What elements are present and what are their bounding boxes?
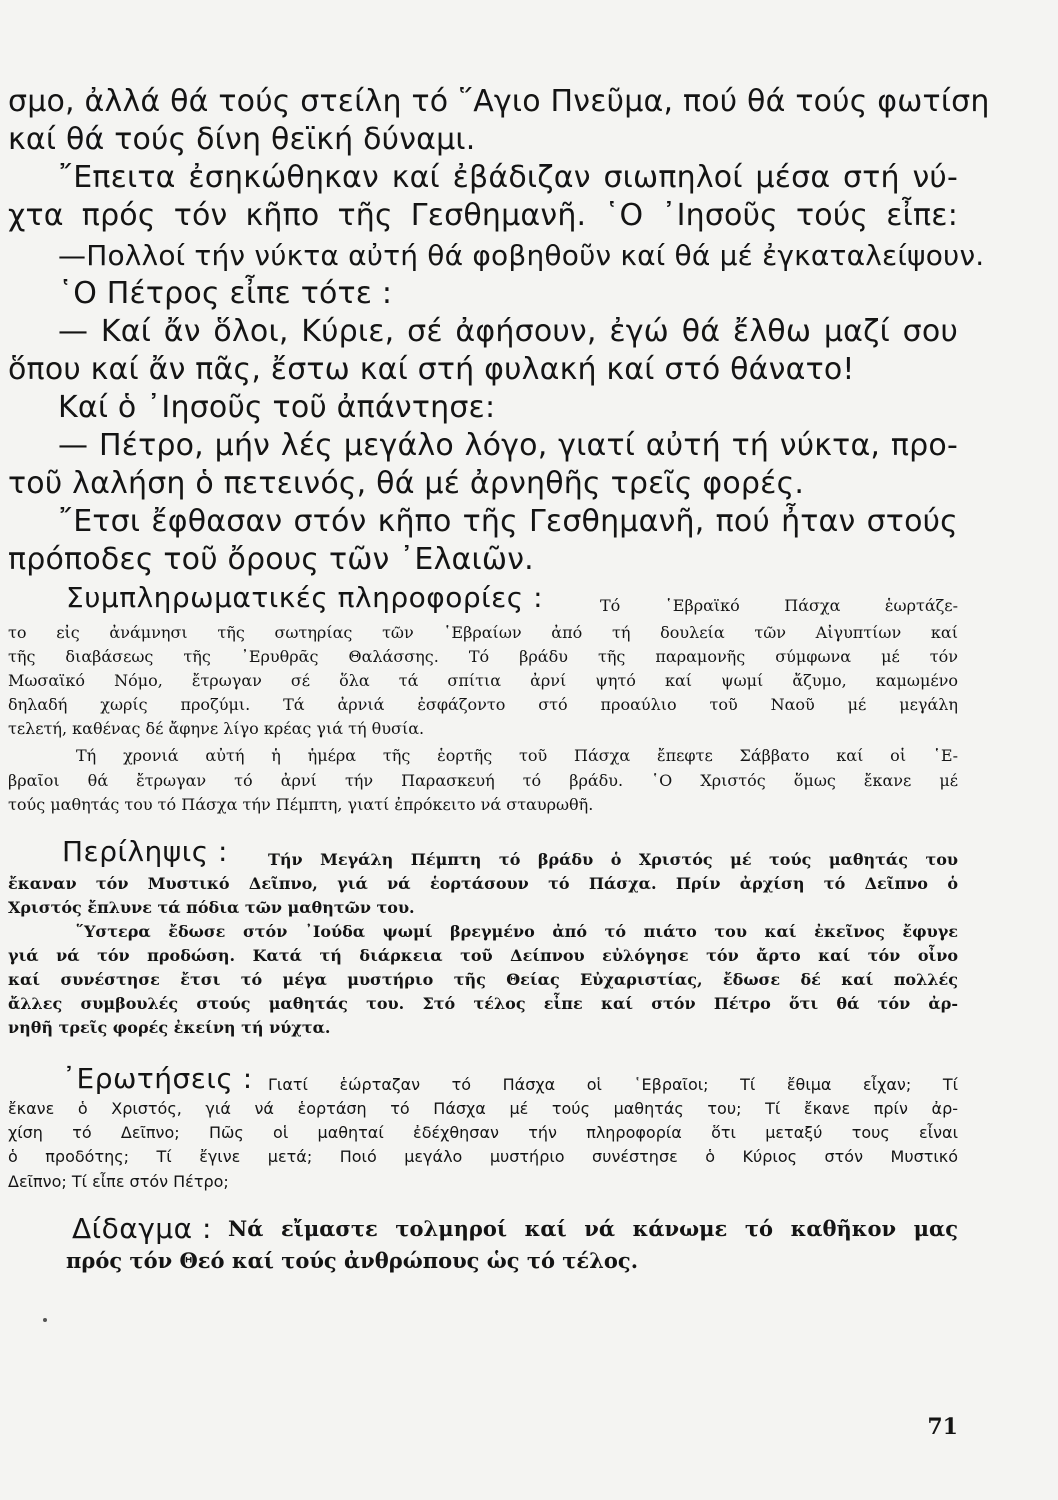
ink-speck	[43, 1318, 47, 1322]
story-line: — Πέτρο, μήν λές μεγάλο λόγο, γιατί αὐτή τή νύκτα, προ-	[58, 428, 958, 463]
story-line: Καί ὁ ᾿Ιησοῦς τοῦ ἀπάντησε:	[58, 390, 496, 425]
question-line: ὁ προδότης; Τί ἔγινε μετά; Ποιό μεγάλο μυστήριο συνέστησε ὁ Κύριος στόν Μυστικό	[8, 1147, 958, 1166]
page-number: 71	[927, 1414, 958, 1440]
questions-heading: ᾿Ερωτήσεις :	[62, 1062, 253, 1095]
summary-line: ῞Υστερα ἔδωσε στόν ᾿Ιούδα ψωμί βρεγμένο ἀπό τό πιάτο του καί ἐκεῖνος ἔφυγε	[76, 922, 958, 941]
lesson-line: πρός τόν Θεό καί τούς ἀνθρώπους ὡς τό τέλος.	[66, 1248, 639, 1273]
story-line: — Καί ἄν ὅλοι, Κύριε, σέ ἀφήσουν, ἐγώ θά ἔλθω μαζί σου	[58, 314, 958, 349]
question-line: Γιατί ἑώρταζαν τό Πάσχα οἱ ῾Εβραῖοι; Τί ἔθιμα εἶχαν; Τί	[268, 1075, 958, 1094]
info-line: βραῖοι θά ἔτρωγαν τό ἀρνί τήν Παρασκευή τό βράδυ. ῾Ο Χριστός ὅμως ἔκανε μέ	[8, 771, 958, 790]
info-line: τούς μαθητάς του τό Πάσχα τήν Πέμπτη, γιατί ἐπρόκειτο νά σταυρωθῆ.	[8, 795, 594, 814]
info-line: Τή χρονιά αὐτή ἡ ἡμέρα τῆς ἑορτῆς τοῦ Πάσχα ἔπεφτε Σάββατο καί οἱ ῾Ε-	[76, 746, 958, 765]
info-line: το εἰς ἀνάμνησι τῆς σωτηρίας τῶν ῾Εβραίων ἀπό τή δουλεία τῶν Αἰγυπτίων καί	[8, 623, 958, 642]
info-line: τελετή, καθένας δέ ἄφηνε λίγο κρέας γιά τή θυσία.	[8, 719, 425, 738]
story-line: τοῦ λαλήση ὁ πετεινός, θά μέ ἀρνηθῆς τρεῖς φορές.	[8, 466, 805, 501]
summary-line: καί συνέστησε ἔτσι τό μέγα μυστήριο τῆς Θείας Εὐχαριστίας, ἔδωσε δέ καί πολλές	[8, 970, 958, 989]
summary-line: γιά νά τόν προδώση. Κατά τή διάρκεια τοῦ Δείπνου εὐλόγησε τόν ἄρτο καί τόν οἶνο	[8, 946, 958, 965]
lesson-heading: Δίδαγμα :	[72, 1212, 212, 1245]
story-line: χτα πρός τόν κῆπο τῆς Γεσθημανῆ. ῾Ο ᾿Ιησοῦς τούς εἶπε:	[8, 198, 958, 233]
summary-line: νηθῆ τρεῖς φορές ἐκείνη τή νύχτα.	[8, 1018, 331, 1037]
story-line: ῎Επειτα ἐσηκώθηκαν καί ἐβάδιζαν σιωπηλοί μέσα στή νύ-	[58, 160, 958, 195]
question-line: Δεῖπνο; Τί εἶπε στόν Πέτρο;	[8, 1172, 229, 1191]
story-line: καί θά τούς δίνη θεϊκή δύναμι.	[8, 122, 476, 157]
info-line: Μωσαϊκό Νόμο, ἔτρωγαν σέ ὅλα τά σπίτια ἀρνί ψητό καί ψωμί ἄζυμο, καμωμένο	[8, 671, 958, 690]
story-line: ὅπου καί ἄν πᾶς, ἔστω καί στή φυλακή καί στό θάνατο!	[8, 352, 855, 387]
question-line: ἔκανε ὁ Χριστός, γιά νά ἑορτάση τό Πάσχα μέ τούς μαθητάς του; Τί ἔκανε πρίν ἀρ-	[8, 1099, 958, 1118]
info-line: δηλαδή χωρίς προζύμι. Τά ἀρνιά ἐσφάζοντο στό προαύλιο τοῦ Ναοῦ μέ μεγάλη	[8, 695, 958, 714]
info-line: τῆς διαβάσεως τῆς ᾿Ερυθρᾶς Θαλάσσης. Τό βράδυ τῆς παραμονῆς σύμφωνα μέ τόν	[8, 647, 958, 666]
story-line: ῎Ετσι ἔφθασαν στόν κῆπο τῆς Γεσθημανῆ, πού ἦταν στούς	[58, 504, 958, 539]
story-line: πρόποδες τοῦ ὄρους τῶν ᾿Ελαιῶν.	[8, 542, 534, 577]
summary-line: ἄλλες συμβουλές στούς μαθητάς του. Στό τέλος εἶπε καί στόν Πέτρο ὅτι θά τόν ἀρ-	[8, 994, 958, 1013]
story-line: σμο, ἀλλά θά τούς στείλη τό ῞Αγιο Πνεῦμα, πού θά τούς φωτίση	[8, 84, 990, 119]
summary-line: Χριστός ἔπλυνε τά πόδια τῶν μαθητῶν του.	[8, 898, 415, 917]
story-line: ῾Ο Πέτρος εἶπε τότε :	[58, 276, 393, 311]
story-line: —Πολλοί τήν νύκτα αὐτή θά φοβηθοῦν καί θά μέ ἐγκαταλείψουν.	[58, 239, 985, 272]
info-line: Τό ῾Εβραϊκό Πάσχα ἑωρτάζε-	[600, 596, 958, 615]
summary-line: ἔκαναν τόν Μυστικό Δεῖπνο, γιά νά ἑορτάσουν τό Πάσχα. Πρίν ἀρχίση τό Δεῖπνο ὁ	[8, 874, 958, 893]
question-line: χίση τό Δεῖπνο; Πῶς οἱ μαθηταί ἐδέχθησαν τήν πληροφορία ὅτι μεταξύ τους εἶναι	[8, 1123, 958, 1142]
summary-line: Τήν Μεγάλη Πέμπτη τό βράδυ ὁ Χριστός μέ τούς μαθητάς του	[268, 850, 958, 869]
summary-heading: Περίληψις :	[62, 835, 228, 868]
info-heading: Συμπληρωματικές πληροφορίες :	[66, 581, 544, 614]
lesson-line: Νά εἴμαστε τολμηροί καί νά κάνωμε τό καθῆκον μας	[228, 1216, 958, 1241]
